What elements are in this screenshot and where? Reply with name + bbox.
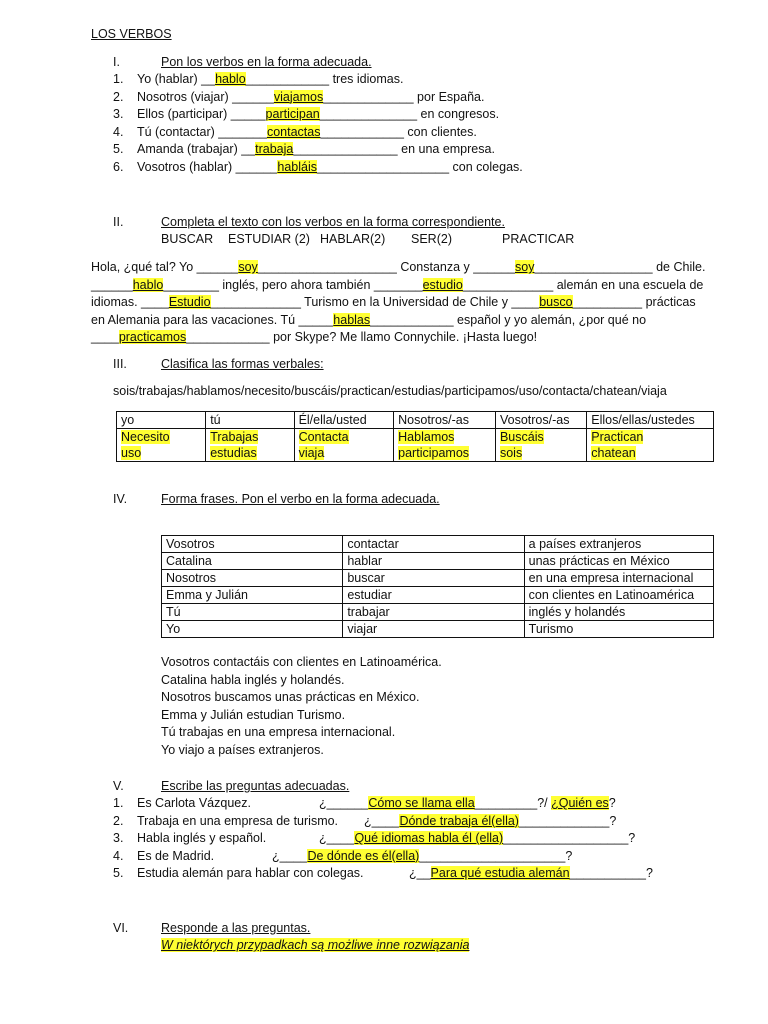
paragraph-text: _____________ Turismo en la Universidad de Chile y ____ xyxy=(210,295,540,309)
section-4-number: IV. xyxy=(113,492,128,506)
exercise-5-item xyxy=(113,831,266,845)
table-cell xyxy=(294,429,394,462)
exercise-1-item xyxy=(113,72,403,86)
question-answer: Dónde trabaja él(ella) xyxy=(399,813,519,828)
item-number: 1. xyxy=(113,796,124,810)
paragraph-text: ________ inglés, pero ahora también _______ xyxy=(163,277,423,292)
item-prompt: Yo (hablar) __ xyxy=(137,72,216,86)
classified-form: Practican xyxy=(591,430,644,444)
classified-form: Hablamos xyxy=(398,430,455,444)
item-number: 3. xyxy=(113,107,124,121)
answer-highlight: participan xyxy=(265,107,320,121)
section-6-title: Responde a las preguntas. xyxy=(161,921,311,935)
answer-highlight: soy xyxy=(238,260,258,274)
answer-sentence: Tú trabajas en una empresa internacional. xyxy=(161,725,396,739)
classified-form: viaja xyxy=(298,446,325,460)
cell-line xyxy=(299,445,390,461)
item-rest: ____________ con clientes. xyxy=(320,124,477,139)
item-rest: _______________ en una empresa. xyxy=(293,142,495,156)
section-6-number: VI. xyxy=(113,921,129,935)
answer-highlight: hablo xyxy=(215,72,246,86)
question-line xyxy=(319,796,616,810)
cell-line xyxy=(210,429,289,445)
paragraph-text: ____________________ Constanza y ______ xyxy=(257,260,515,274)
classified-form: Necesito xyxy=(121,430,170,444)
table-row xyxy=(162,587,714,604)
given-answer: Habla inglés y español. xyxy=(137,831,267,845)
table-cell: hablar xyxy=(343,553,524,570)
table-cell: estudiar xyxy=(343,587,524,604)
item-number: 2. xyxy=(113,89,124,104)
answer-highlight: practicamos xyxy=(118,330,187,344)
section-4-title: Forma frases. Pon el verbo en la forma adecuada. xyxy=(161,492,440,506)
exercise-5-item xyxy=(113,814,338,828)
table-cell xyxy=(495,429,586,462)
cell-line xyxy=(121,429,201,445)
table-cell: con clientes en Latinoamérica xyxy=(524,587,713,604)
given-answer: Trabaja en una empresa de turismo. xyxy=(137,813,339,828)
cell-line xyxy=(500,429,582,445)
paragraph-text: __________ prácticas en Alemania para las vacaciones. Tú _____ xyxy=(91,295,696,327)
item-number: 2. xyxy=(113,813,124,828)
table-row xyxy=(117,429,714,462)
classified-form: Buscáis xyxy=(499,430,544,444)
question-answer-alt: ¿Quién es xyxy=(551,796,609,810)
exercise-1-item xyxy=(113,125,477,139)
exercise-1-item xyxy=(113,160,523,174)
item-number: 1. xyxy=(113,72,124,86)
exercise-5-item xyxy=(113,796,251,810)
table-cell: Yo xyxy=(162,621,343,638)
table-cell xyxy=(587,429,714,462)
word-bank-item: HABLAR(2) xyxy=(320,232,386,246)
answer-sentence: Vosotros contactáis con clientes en Latinoamérica. xyxy=(161,655,442,669)
table-header-cell: yo xyxy=(117,412,206,429)
question-line xyxy=(409,866,653,880)
classified-form: uso xyxy=(121,446,142,460)
answer-highlight: soy xyxy=(515,260,535,274)
table-row xyxy=(162,536,714,553)
table-cell: buscar xyxy=(343,570,524,587)
question-answer: Para qué estudia alemán xyxy=(430,866,570,880)
item-prompt: Ellos (participar) _____ xyxy=(137,107,266,121)
cell-line xyxy=(591,445,709,461)
exercise-1-item xyxy=(113,90,484,104)
answer-highlight: busco xyxy=(539,295,573,309)
item-rest: ______________ en congresos. xyxy=(319,107,500,121)
question-blank: ___________? xyxy=(569,866,653,880)
table-cell: a países extranjeros xyxy=(524,536,713,553)
paragraph-text: ____________ español y yo alemán, ¿por qué no ____ xyxy=(91,312,647,344)
table-cell: contactar xyxy=(343,536,524,553)
table-header-cell: Nosotros/-as xyxy=(394,412,496,429)
question-blank: _____________? xyxy=(518,813,617,828)
answer-sentence: Nosotros buscamos unas prácticas en México. xyxy=(161,690,420,704)
question-line xyxy=(319,831,635,845)
table-header-cell: tú xyxy=(206,412,294,429)
table-cell: unas prácticas en México xyxy=(524,553,713,570)
item-prompt: Nosotros (viajar) ______ xyxy=(137,89,274,104)
table-cell xyxy=(117,429,206,462)
classified-form: sois xyxy=(499,446,523,460)
classification-table xyxy=(116,411,714,462)
table-header-cell: Vosotros/-as xyxy=(495,412,586,429)
question-line xyxy=(364,814,616,828)
table-cell: Vosotros xyxy=(162,536,343,553)
fill-in-paragraph xyxy=(91,259,711,347)
section-5-title: Escribe las preguntas adecuadas. xyxy=(161,779,350,793)
section-3-title: Clasifica las formas verbales: xyxy=(161,357,324,371)
question-blank: _________?/ xyxy=(474,796,552,810)
classified-form: Contacta xyxy=(298,430,349,444)
table-cell: Turismo xyxy=(524,621,713,638)
table-header-row xyxy=(117,412,714,429)
question-answer: Cómo se llama ella xyxy=(368,796,475,810)
table-cell: trabajar xyxy=(343,604,524,621)
table-row xyxy=(162,553,714,570)
alternative-solutions-note: W niektórych przypadkach są możliwe inne rozwiązania xyxy=(161,938,470,952)
section-5-number: V. xyxy=(113,779,124,793)
page-title: LOS VERBOS xyxy=(91,27,172,41)
cell-line xyxy=(299,429,390,445)
classified-form: participamos xyxy=(398,446,470,460)
answer-highlight: hablo xyxy=(132,277,164,292)
paragraph-text: Hola, ¿qué tal? Yo ______ xyxy=(91,260,239,274)
table-cell xyxy=(206,429,294,462)
question-close: ? xyxy=(608,796,616,810)
answer-highlight: Estudio xyxy=(168,295,211,309)
answer-sentence: Catalina habla inglés y holandés. xyxy=(161,672,345,687)
section-2-title: Completa el texto con los verbos en la forma correspondiente. xyxy=(161,215,505,229)
table-row xyxy=(162,621,714,638)
cell-line xyxy=(591,429,709,445)
verb-forms-list: sois/trabajas/hablamos/necesito/buscáis/practican/estudias/participamos/uso/contacta/chatean/viaja xyxy=(113,384,667,398)
note-line xyxy=(161,938,469,952)
question-blank: _____________________? xyxy=(419,848,573,863)
table-cell: Catalina xyxy=(162,553,343,570)
given-answer: Es Carlota Vázquez. xyxy=(137,796,251,810)
question-answer: De dónde es él(ella) xyxy=(307,848,420,863)
answer-highlight: habláis xyxy=(277,159,317,174)
item-prompt: Amanda (trabajar) __ xyxy=(137,142,256,156)
word-bank-item: SER(2) xyxy=(411,232,452,246)
exercise-1-item xyxy=(113,142,495,156)
cell-line xyxy=(398,429,491,445)
table-cell: Tú xyxy=(162,604,343,621)
table-cell: en una empresa internacional xyxy=(524,570,713,587)
item-prompt: Vosotros (hablar) ______ xyxy=(137,159,278,174)
item-rest: _____________ por España. xyxy=(323,89,485,104)
answer-sentence: Emma y Julián estudian Turismo. xyxy=(161,707,346,722)
answer-highlight: trabaja xyxy=(255,142,294,156)
table-cell: Emma y Julián xyxy=(162,587,343,604)
exercise-5-item xyxy=(113,849,214,863)
cell-line xyxy=(210,445,289,461)
table-cell xyxy=(394,429,496,462)
exercise-1-item xyxy=(113,107,499,121)
given-answer: Estudia alemán para hablar con colegas. xyxy=(137,866,364,880)
word-bank-item: ESTUDIAR (2) xyxy=(228,232,310,246)
word-bank-item: PRACTICAR xyxy=(502,232,575,246)
classified-form: chatean xyxy=(591,446,636,460)
table-row xyxy=(162,570,714,587)
question-blank: __________________? xyxy=(503,831,636,845)
answer-highlight: viajamos xyxy=(273,89,324,104)
sentence-building-table xyxy=(161,535,714,638)
answer-highlight: estudio xyxy=(422,277,463,292)
cell-line xyxy=(121,445,201,461)
cell-line xyxy=(500,445,582,461)
section-3-number: III. xyxy=(113,357,127,371)
question-answer: Qué idiomas habla él (ella) xyxy=(354,831,504,845)
question-open: ¿____ xyxy=(319,831,355,845)
item-prompt: Tú (contactar) _______ xyxy=(137,124,267,139)
paragraph-text: _________________ de Chile. ______ xyxy=(91,260,706,292)
item-number: 4. xyxy=(113,124,124,139)
answer-sentence: Yo viajo a países extranjeros. xyxy=(161,742,324,757)
table-cell: inglés y holandés xyxy=(524,604,713,621)
table-cell: viajar xyxy=(343,621,524,638)
question-open: ¿______ xyxy=(319,796,369,810)
section-1-number: I. xyxy=(113,55,120,69)
item-number: 5. xyxy=(113,866,124,880)
given-answer: Es de Madrid. xyxy=(137,848,215,863)
item-number: 4. xyxy=(113,848,124,863)
word-bank-item: BUSCAR xyxy=(161,232,214,246)
table-header-cell: Él/ella/usted xyxy=(294,412,394,429)
section-1-title: Pon los verbos en la forma adecuada. xyxy=(161,55,372,69)
classified-form: Trabajas xyxy=(210,430,259,444)
table-cell: Nosotros xyxy=(162,570,343,587)
question-open: ¿____ xyxy=(364,813,400,828)
cell-line xyxy=(398,445,491,461)
table-row xyxy=(162,604,714,621)
item-number: 6. xyxy=(113,159,124,174)
exercise-5-item xyxy=(113,866,364,880)
table-header-cell: Ellos/ellas/ustedes xyxy=(587,412,714,429)
paragraph-text: ____________ por Skype? Me llamo Connychile. ¡Hasta luego! xyxy=(186,330,538,344)
item-rest: ___________________ con colegas. xyxy=(317,159,523,174)
answer-highlight: hablas xyxy=(333,312,371,327)
question-open: ¿__ xyxy=(409,866,431,880)
item-rest: ____________ tres idiomas. xyxy=(245,72,404,86)
section-2-number: II. xyxy=(113,215,124,229)
answer-highlight: contactas xyxy=(266,124,321,139)
item-number: 3. xyxy=(113,831,124,845)
paragraph-text: _____________ alemán en una escuela de idiomas. ____ xyxy=(91,277,704,309)
question-line xyxy=(272,849,572,863)
question-open: ¿____ xyxy=(272,848,308,863)
item-number: 5. xyxy=(113,142,124,156)
classified-form: estudias xyxy=(210,446,257,460)
